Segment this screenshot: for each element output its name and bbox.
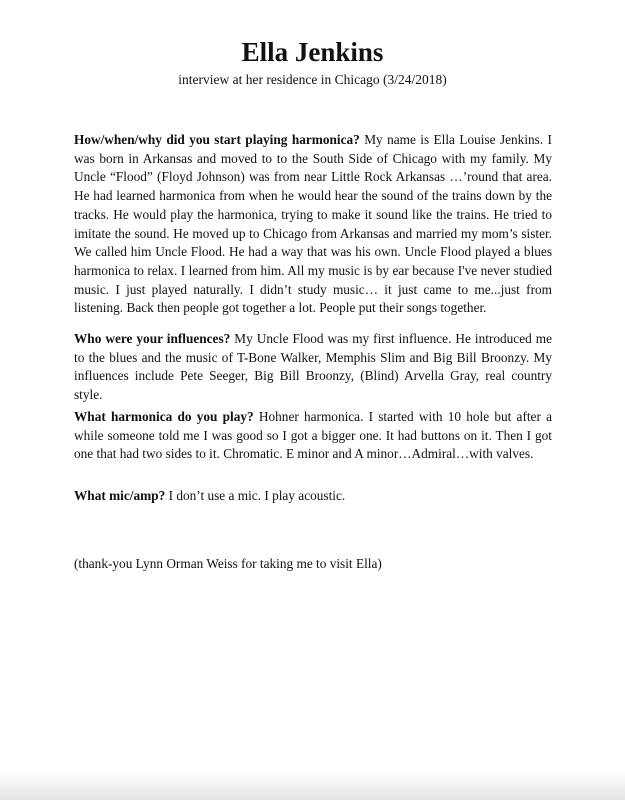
interview-section-3 bbox=[74, 408, 552, 464]
question-2: Who were your influences? bbox=[74, 331, 231, 346]
answer-4: I don’t use a mic. I play acoustic. bbox=[168, 488, 346, 503]
closing-note: (thank-you Lynn Orman Weiss for taking me to visit Ella) bbox=[74, 556, 382, 571]
interview-section-1 bbox=[74, 131, 552, 318]
answer-2: My Uncle Flood was my first influence. He introduced me to the blues and the music of T-Bone Walker, Memphis Slim and Big Bill Broonzy. My influences include Pete Seeger, Big Bill Broonzy, (Blind) Arvella Gray, real country style. bbox=[74, 331, 552, 403]
page-bottom-shadow bbox=[0, 770, 625, 800]
interview-section-4 bbox=[74, 487, 552, 506]
answer-1: My name is Ella Louise Jenkins. I was born in Arkansas and moved to to the South Side of Chicago with my family. My Uncle “Flood” (Floyd Johnson) was from near Little Rock Arkansas …’round that area. He had learned harmonica from when he would hear the sound of the trains down by the tracks. He would play the harmonica, trying to make it sound like the trains. He tried to imitate the sound. He moved up to Chicago from Arkansas and married my mom’s sister. We called him Uncle Flood. He had a way that was his own. Uncle Flood played a blues harmonica to relax. I learned from him. All my music is by ear because I've never studied music. I just played naturally. I didn’t study music… it just came to me...just from listening. Back then people got together a lot. People put their songs together. bbox=[74, 132, 552, 316]
interview-section-2 bbox=[74, 330, 552, 405]
page-title: Ella Jenkins bbox=[241, 37, 384, 67]
question-3: What harmonica do you play? bbox=[74, 409, 254, 424]
question-1: How/when/why did you start playing harmonica? bbox=[74, 132, 360, 147]
question-4: What mic/amp? bbox=[74, 488, 166, 503]
answer-3: Hohner harmonica. I started with 10 hole but after a while someone told me I was good so I got a bigger one. It had buttons on it. Then I got one that had two sides to it. Chromatic. E minor and A minor…Admiral…with valves. bbox=[74, 409, 552, 462]
page-subtitle: interview at her residence in Chicago (3/24/2018) bbox=[178, 72, 447, 87]
